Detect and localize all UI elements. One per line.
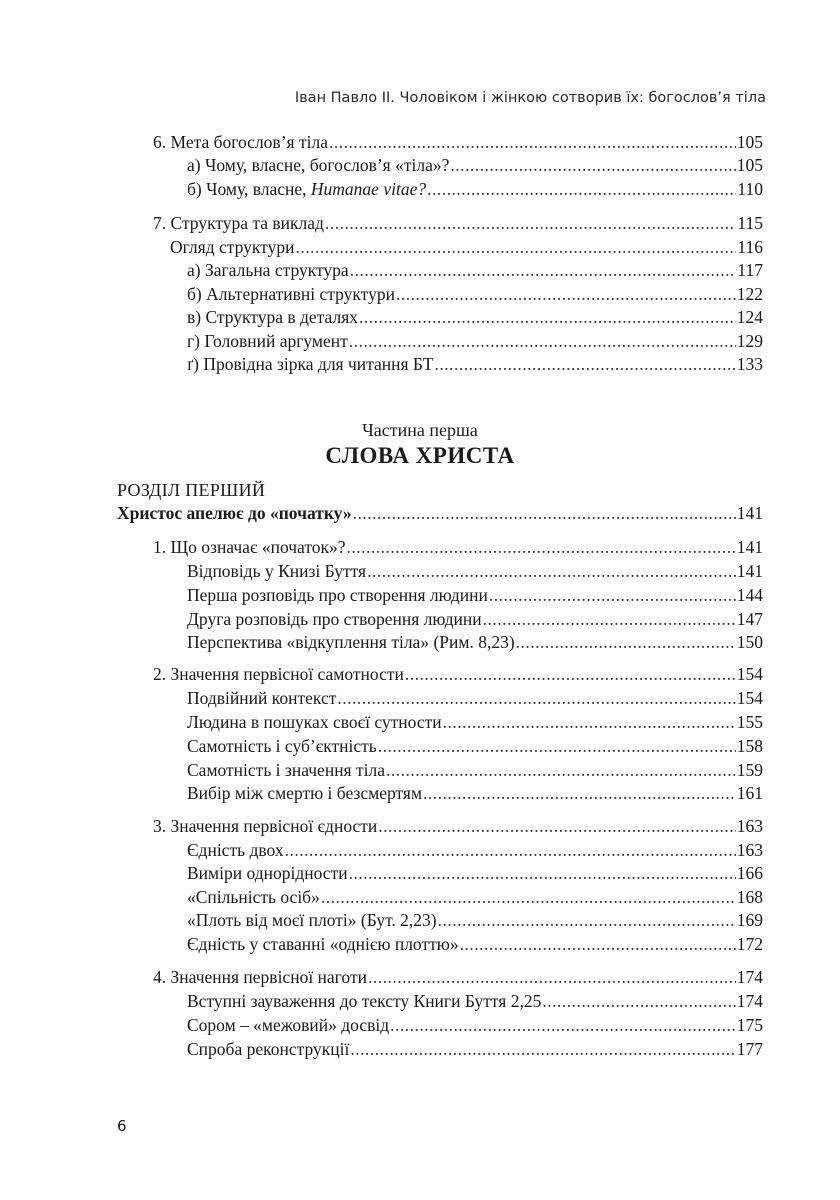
toc-entry	[187, 284, 763, 304]
toc-entry	[187, 609, 763, 629]
toc-entry-page: 144	[736, 585, 763, 605]
toc-entry	[187, 712, 763, 732]
toc-entry-label: Друга розповідь про створення людини	[187, 609, 482, 629]
toc-entry-page: 172	[736, 934, 763, 954]
dot-leader	[325, 213, 736, 233]
toc-entry-page: 150	[736, 632, 763, 652]
toc-entry-label: Спроба реконструкції	[187, 1039, 350, 1059]
toc-entry	[170, 237, 763, 257]
toc-entry-label: Перша розповідь про створення людини	[187, 585, 488, 605]
toc-entry-page: 175	[736, 1015, 763, 1035]
dot-leader	[295, 237, 736, 257]
toc-entry-page: 141	[736, 537, 763, 557]
toc-entry-page: 124	[736, 307, 763, 327]
toc-entry-page: 133	[736, 354, 763, 374]
toc-entry-page: 174	[736, 967, 763, 987]
toc-entry	[153, 213, 763, 233]
toc-entry-page: 105	[736, 155, 763, 175]
dot-leader	[542, 991, 735, 1011]
toc-entry	[187, 934, 763, 954]
toc-entry	[187, 585, 763, 605]
toc-entry	[187, 736, 763, 756]
chapter-heading: РОЗДІЛ ПЕРШИЙ	[117, 480, 266, 500]
toc-entry-page: 177	[736, 1039, 763, 1059]
toc-entry-label: а) Чому, власне, богослов’я «тіла»?	[187, 155, 450, 175]
toc-entry	[187, 887, 763, 907]
dot-leader	[443, 712, 736, 732]
part-subtitle: Частина перша	[362, 420, 478, 440]
toc-entry	[187, 760, 763, 780]
toc-entry-label-italic: Humanae vitae?	[310, 179, 427, 199]
toc-entry-page: 158	[736, 736, 763, 756]
dot-leader	[367, 561, 736, 581]
toc-entry-label: Виміри однорідности	[187, 863, 348, 883]
toc-entry-page: 117	[737, 260, 763, 280]
toc-entry-page: 168	[736, 887, 763, 907]
toc-entry	[187, 331, 763, 351]
dot-leader	[438, 910, 736, 930]
toc-entry	[187, 307, 763, 327]
dot-leader	[350, 260, 737, 280]
running-header: Іван Павло ІІ. Чоловіком і жінкою сотворив їх: богослов’я тіла	[294, 90, 766, 106]
dot-leader	[450, 155, 735, 175]
toc-entry-page: 163	[736, 840, 763, 860]
toc-entry	[187, 840, 763, 860]
dot-leader	[321, 887, 736, 907]
toc-entry-page: 141	[736, 561, 763, 581]
dot-leader	[353, 503, 736, 523]
toc-entry-page: 159	[736, 760, 763, 780]
toc-entry-label: Єдність у ставанні «однією плоттю»	[187, 934, 459, 954]
toc-entry-page: 116	[737, 237, 763, 257]
toc-entry-page: 166	[736, 863, 763, 883]
toc-entry-label: в) Структура в деталях	[187, 307, 358, 327]
toc-entry-label: «Плоть від моєї плоті» (Бут. 2,23)	[187, 910, 437, 930]
toc-entry	[187, 991, 763, 1011]
toc-entry-label	[187, 179, 426, 199]
toc-entry-label: ґ) Провідна зірка для читання БТ	[187, 354, 434, 374]
dot-leader	[483, 609, 736, 629]
toc-entry	[187, 783, 763, 803]
dot-leader	[350, 1039, 735, 1059]
toc-entry-page: 154	[736, 688, 763, 708]
toc-entry	[187, 910, 763, 930]
toc-entry-page: 122	[736, 284, 763, 304]
toc-entry-page: 105	[736, 132, 763, 152]
part-title: СЛОВА ХРИСТА	[325, 443, 515, 468]
chapter-page: 141	[736, 503, 763, 523]
dot-leader	[423, 783, 736, 803]
toc-entry	[187, 632, 763, 652]
dot-leader	[378, 816, 735, 836]
toc-entry-label: 6. Мета богослов’я тіла	[153, 132, 328, 152]
toc-entry-label: 7. Структура та виклад	[153, 213, 324, 233]
toc-entry-label: Вибір між смертю і безсмертям	[187, 783, 423, 803]
toc-entry-label: г) Головний аргумент	[187, 331, 348, 351]
toc-entry-label: 4. Значення первісної наготи	[153, 967, 367, 987]
dot-leader	[460, 934, 736, 954]
dot-leader	[489, 585, 736, 605]
toc-entry-label-prefix: б) Чому, власне,	[187, 179, 311, 199]
dot-leader	[396, 284, 736, 304]
dot-leader	[405, 664, 736, 684]
toc-entry-page: 115	[737, 213, 763, 233]
dot-leader	[378, 736, 736, 756]
toc-entry-page: 155	[736, 712, 763, 732]
toc-entry	[153, 132, 763, 152]
toc-entry-label: Огляд структури	[170, 237, 295, 257]
toc-entry	[153, 537, 763, 557]
toc-entry-label: Людина в пошуках своєї сутности	[187, 712, 442, 732]
dot-leader	[390, 1015, 736, 1035]
dot-leader	[368, 967, 736, 987]
toc-entry-label: а) Загальна структура	[187, 260, 349, 280]
toc-entry	[187, 1015, 763, 1035]
dot-leader	[427, 179, 736, 199]
chapter-title: Христос апелює до «початку»	[117, 503, 352, 523]
toc-entry-label: 1. Що означає «початок»?	[153, 537, 346, 557]
toc-entry	[153, 816, 763, 836]
dot-leader	[285, 840, 736, 860]
toc-entry-label: б) Альтернативні структури	[187, 284, 395, 304]
toc-entry-label: Подвійний контекст	[187, 688, 337, 708]
toc-entry-label: «Спільність осіб»	[187, 887, 320, 907]
dot-leader	[434, 354, 735, 374]
toc-entry-label: Відповідь у Книзі Буття	[187, 561, 367, 581]
toc-entry	[187, 688, 763, 708]
dot-leader	[349, 863, 736, 883]
toc-entry-label: Перспектива «відкуплення тіла» (Рим. 8,23)	[187, 632, 515, 652]
toc-entry-label: Сором – «межовий» досвід	[187, 1015, 390, 1035]
dot-leader	[347, 537, 736, 557]
toc-entry	[187, 179, 763, 199]
toc-entry	[187, 1039, 763, 1059]
toc-entry	[187, 561, 763, 581]
toc-entry-page: 163	[736, 816, 763, 836]
dot-leader	[516, 632, 736, 652]
dot-leader	[337, 688, 735, 708]
toc-entry-page: 161	[736, 783, 763, 803]
toc-entry	[153, 664, 763, 684]
toc-entry-page: 110	[737, 179, 763, 199]
toc-entry-page: 154	[736, 664, 763, 684]
toc-entry-page: 129	[736, 331, 763, 351]
dot-leader	[329, 132, 736, 152]
toc-entry-label: Самотність і значення тіла	[187, 760, 385, 780]
toc-entry-page: 169	[736, 910, 763, 930]
toc-entry-label: Самотність і суб’єктність	[187, 736, 377, 756]
dot-leader	[386, 760, 736, 780]
toc-entry-page: 147	[736, 609, 763, 629]
dot-leader	[359, 307, 736, 327]
page-number: 6	[117, 1117, 127, 1135]
toc-entry	[187, 863, 763, 883]
toc-entry-label: 2. Значення первісної самотности	[153, 664, 404, 684]
toc-entry-label: Єдність двох	[187, 840, 284, 860]
dot-leader	[349, 331, 736, 351]
chapter-title-entry	[117, 503, 763, 523]
toc-entry	[187, 260, 763, 280]
toc-entry-label: 3. Значення первісної єдности	[153, 816, 378, 836]
toc-entry-label: Вступні зауваження до тексту Книги Буття 2,25	[187, 991, 542, 1011]
toc-entry	[187, 354, 763, 374]
toc-entry	[187, 155, 763, 175]
toc-entry	[153, 967, 763, 987]
toc-entry-page: 174	[736, 991, 763, 1011]
